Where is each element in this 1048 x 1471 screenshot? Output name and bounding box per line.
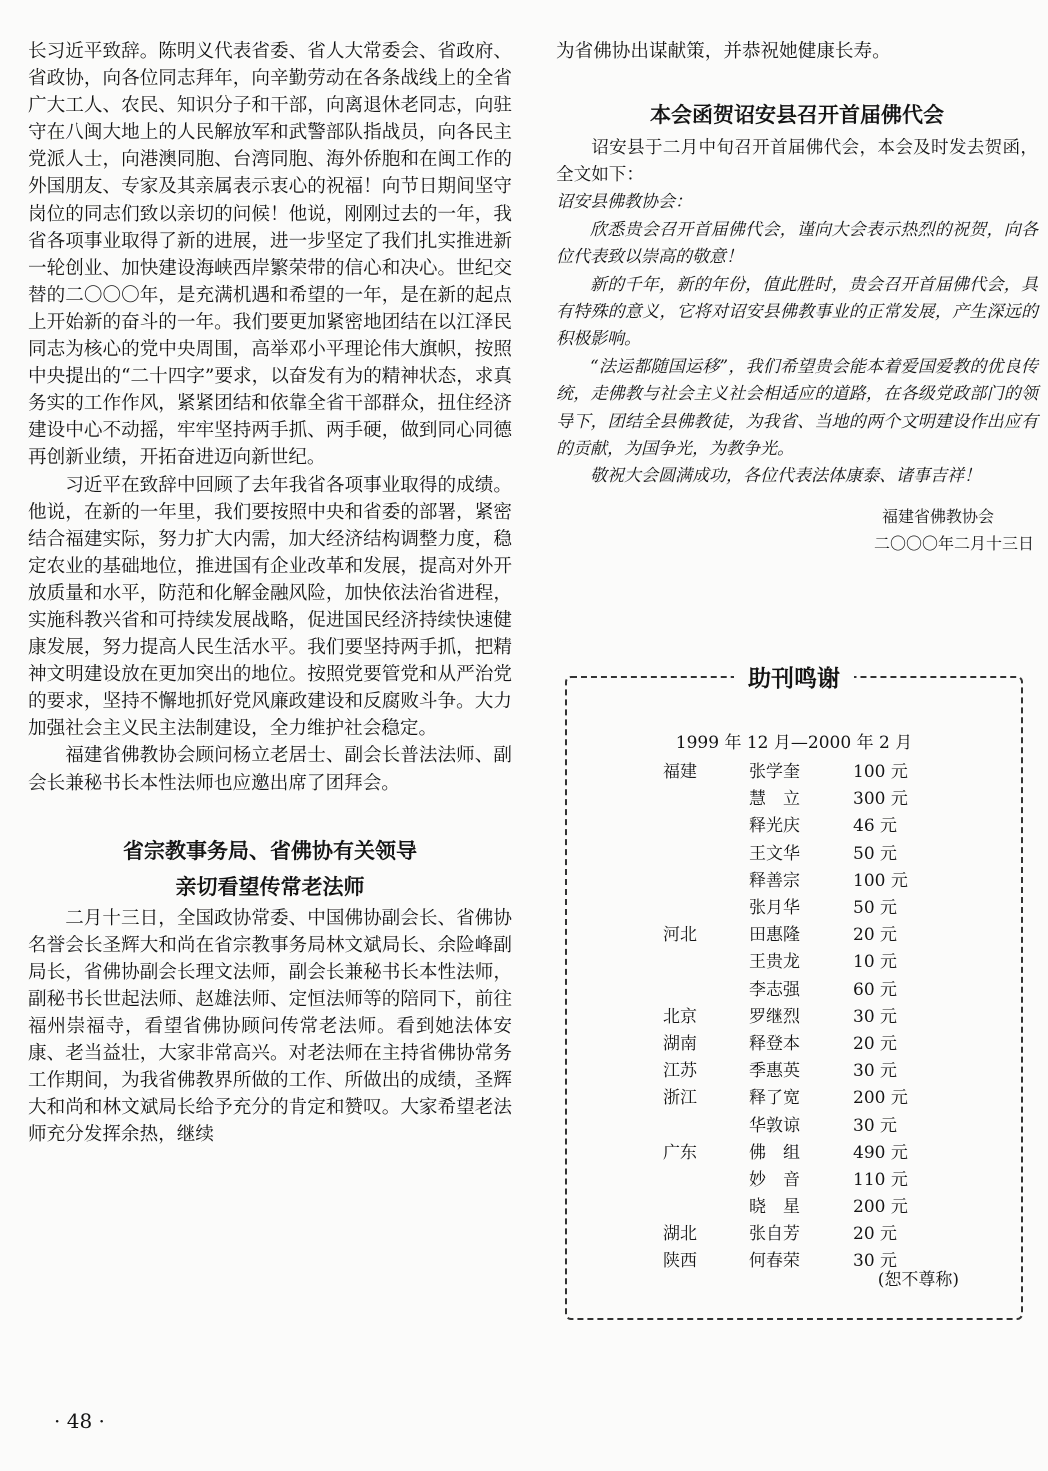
- donor-name: 何春荣: [749, 1251, 800, 1272]
- letter-paragraph: 新的千年，新的年份，值此胜时，贵会召开首届佛代会，具有特殊的意义，它将对诏安县佛教事业的正常发展，产生深远的积极影响。: [556, 274, 1038, 350]
- donor-region: 陕西: [663, 1251, 697, 1272]
- donation-table: [663, 756, 953, 1273]
- donor-amount: 100 元: [853, 762, 908, 783]
- donor-region: 江苏: [663, 1061, 697, 1082]
- donor-amount: 30 元: [853, 1115, 898, 1136]
- table-row: [663, 1218, 953, 1245]
- table-row: [663, 1137, 953, 1164]
- table-row: [663, 892, 953, 919]
- donor-amount: 300 元: [853, 789, 908, 810]
- donor-name: 华敦谅: [749, 1115, 800, 1136]
- article1-paragraph: 长习近平致辞。陈明义代表省委、省人大常委会、省政府、省政协，向各位同志拜年，向辛勤劳动在各条战线上的全省广大工人、农民、知识分子和干部，向离退休老同志，向驻守在八闽大地上的人民解放军和武警部队指战员，向各民主党派人士，向港澳同胞、台湾同胞、海外侨胞和在闽工作的外国朋友、专家及其亲属表示衷心的祝福！向节日期间坚守岗位的同志们致以亲切的问候！他说，刚刚过去的一年，我省各项事业取得了新的进展，进一步坚定了我们扎实推进新一轮创业、加快建设海峡西岸繁荣带的信心和决心。世纪交替的二〇〇〇年，是充满机遇和希望的一年，是在新的起点上开始新的奋斗的一年。我们要更加紧密地团结在以江泽民同志为核心的党中央周围，高举邓小平理论伟大旗帜，按照中央提出的“二十四字”要求，以奋发有为的精神状态，求真务实的工作作风，紧紧团结和依靠全省干部群众，扭住经济建设中心不动摇，牢牢坚持两手抓、两手硬，做到同心同德再创新业绩，开拓奋进迈向新世纪。: [28, 41, 512, 469]
- table-row: [663, 1082, 953, 1109]
- donor-amount: 30 元: [853, 1251, 898, 1272]
- donor-name: 李志强: [749, 979, 800, 1000]
- donor-amount: 100 元: [853, 870, 908, 891]
- donor-amount: 20 元: [853, 1224, 898, 1245]
- donor-region: [663, 1109, 749, 1136]
- table-row: [663, 1028, 953, 1055]
- letter-paragraph: 敬祝大会圆满成功，各位代表法体康泰、诸事吉祥！: [590, 466, 981, 487]
- article1-paragraph: 福建省佛教协会顾问杨立老居士、副会长普法法师、副会长兼秘书长本性法师也应邀出席了团拜会。: [28, 745, 512, 794]
- donor-region: [663, 1191, 749, 1218]
- table-row: [663, 919, 953, 946]
- donor-amount: 20 元: [853, 925, 898, 946]
- left-column: [28, 38, 512, 1148]
- donor-region: 北京: [663, 1006, 697, 1027]
- donor-region: [663, 1164, 749, 1191]
- donor-name: 季惠英: [749, 1061, 800, 1082]
- donor-name: 张自芳: [749, 1224, 800, 1245]
- donor-name: 罗继烈: [749, 1006, 800, 1027]
- article1-paragraph: 习近平在致辞中回顾了去年我省各项事业取得的成绩。他说，在新的一年里，我们要按照中央和省委的部署，紧密结合福建实际，努力扩大内需，加大经济结构调整力度，稳定农业的基础地位，推进国有企业改革和发展，提高对外开放质量和水平，防范和化解金融风险，加快依法治省进程，实施科教兴省和可持续发展战略，促进国民经济持续快速健康发展，努力提高人民生活水平。我们要坚持两手抓，把精神文明建设放在更加突出的地位。按照党要管党和从严治党的要求，坚持不懈地抓好党风廉政建设和反腐败斗争。大力加强社会主义民主法制建设，全力维护社会稳定。: [28, 474, 512, 740]
- donor-amount: 30 元: [853, 1006, 898, 1027]
- donor-amount: 200 元: [853, 1197, 908, 1218]
- donor-name: 张月华: [749, 898, 800, 919]
- donor-name: 释登本: [749, 1033, 800, 1054]
- continuation-text: 为省佛协出谋献策，并恭祝她健康长寿。: [556, 41, 891, 62]
- donor-amount: 50 元: [853, 898, 898, 919]
- donor-region: 湖南: [663, 1033, 697, 1054]
- donor-region: [663, 946, 749, 973]
- table-row: [663, 783, 953, 810]
- table-row: [663, 1055, 953, 1082]
- article3-title: 本会函贺诏安县召开首届佛代会: [650, 103, 944, 128]
- donor-amount: 46 元: [853, 816, 898, 837]
- donation-box: [565, 666, 1023, 1320]
- letter-paragraph: 欣悉贵会召开首届佛代会，谨向大会表示热烈的祝贺，向各位代表致以崇高的敬意！: [556, 219, 1038, 268]
- donor-amount: 60 元: [853, 979, 898, 1000]
- table-row: [663, 1191, 953, 1218]
- table-row: [663, 810, 953, 837]
- donor-name: 晓 星: [749, 1197, 800, 1218]
- donor-name: 妙 音: [749, 1169, 800, 1190]
- donor-amount: 10 元: [853, 952, 898, 973]
- donor-region: [663, 974, 749, 1001]
- signature-org: 福建省佛教协会: [881, 506, 994, 526]
- donor-amount: 50 元: [853, 843, 898, 864]
- donor-name: 田惠隆: [749, 925, 800, 946]
- donation-title: 助刊鸣谢: [734, 666, 854, 692]
- article2-title-line1: 省宗教事务局、省佛协有关领导: [123, 838, 417, 863]
- donor-region: 福建: [663, 762, 697, 783]
- table-row: [663, 756, 953, 783]
- donor-region: 广东: [663, 1142, 697, 1163]
- signature-date: 二〇〇〇年二月十三日: [873, 533, 1034, 553]
- donor-region: 湖北: [663, 1224, 697, 1245]
- donor-region: [663, 838, 749, 865]
- donor-name: 释善宗: [749, 870, 800, 891]
- donor-region: [663, 810, 749, 837]
- donor-amount: 200 元: [853, 1088, 908, 1109]
- table-row: [663, 946, 953, 973]
- donor-name: 慧 立: [749, 789, 800, 810]
- donor-name: 张学奎: [749, 762, 800, 783]
- donor-amount: 490 元: [853, 1142, 908, 1163]
- table-row: [663, 865, 953, 892]
- donor-amount: 110 元: [853, 1169, 908, 1190]
- article3-intro: 诏安县于二月中旬召开首届佛代会，本会及时发去贺函，全文如下：: [556, 138, 1038, 186]
- donor-amount: 30 元: [853, 1061, 898, 1082]
- donor-region: 河北: [663, 925, 697, 946]
- donor-region: [663, 865, 749, 892]
- donation-note: (恕不尊称): [877, 1270, 959, 1290]
- donor-name: 王文华: [749, 843, 800, 864]
- table-row: [663, 1109, 953, 1136]
- donor-name: 释光庆: [749, 816, 800, 837]
- table-row: [663, 1164, 953, 1191]
- table-row: [663, 974, 953, 1001]
- letter-paragraph: “法运都随国运移”，我们希望贵会能本着爱国爱教的优良传统，走佛教与社会主义社会相适应的道路，在各级党政部门的领导下，团结全县佛教徒，为我省、当地的两个文明建设作出应有的贡献，为国争光，为教争光。: [556, 356, 1038, 459]
- table-row: [663, 1001, 953, 1028]
- page-number: · 48 ·: [54, 1409, 105, 1433]
- donor-region: [663, 783, 749, 810]
- donor-name: 王贵龙: [749, 952, 800, 973]
- donor-name: 释了宽: [749, 1088, 800, 1109]
- donation-period: 1999 年 12 月—2000 年 2 月: [675, 733, 913, 753]
- donor-name: 佛 组: [749, 1142, 800, 1163]
- donor-region: [663, 892, 749, 919]
- article2-body: 二月十三日，全国政协常委、中国佛协副会长、省佛协名誉会长圣辉大和尚在省宗教事务局林文斌局长、余险峰副局长，省佛协副会长理文法师，副会长兼秘书长本性法师，副秘书长世起法师、赵雄法师、定恒法师等的陪同下，前往福州崇福寺，看望省佛协顾问传常老法师。看到她法体安康、老当益壮，大家非常高兴。对老法师在主持省佛协常务工作期间，为我省佛教界所做的工作、所做出的成绩，圣辉大和尚和林文斌局长给予充分的肯定和赞叹。大家希望老法师充分发挥余热，继续: [28, 907, 512, 1146]
- donor-amount: 20 元: [853, 1033, 898, 1054]
- table-row: [663, 838, 953, 865]
- letter-salutation: 诏安县佛教协会：: [556, 192, 692, 213]
- right-column: [556, 38, 1038, 557]
- donor-region: 浙江: [663, 1088, 697, 1109]
- article2-title-line2: 亲切看望传常老法师: [175, 874, 365, 899]
